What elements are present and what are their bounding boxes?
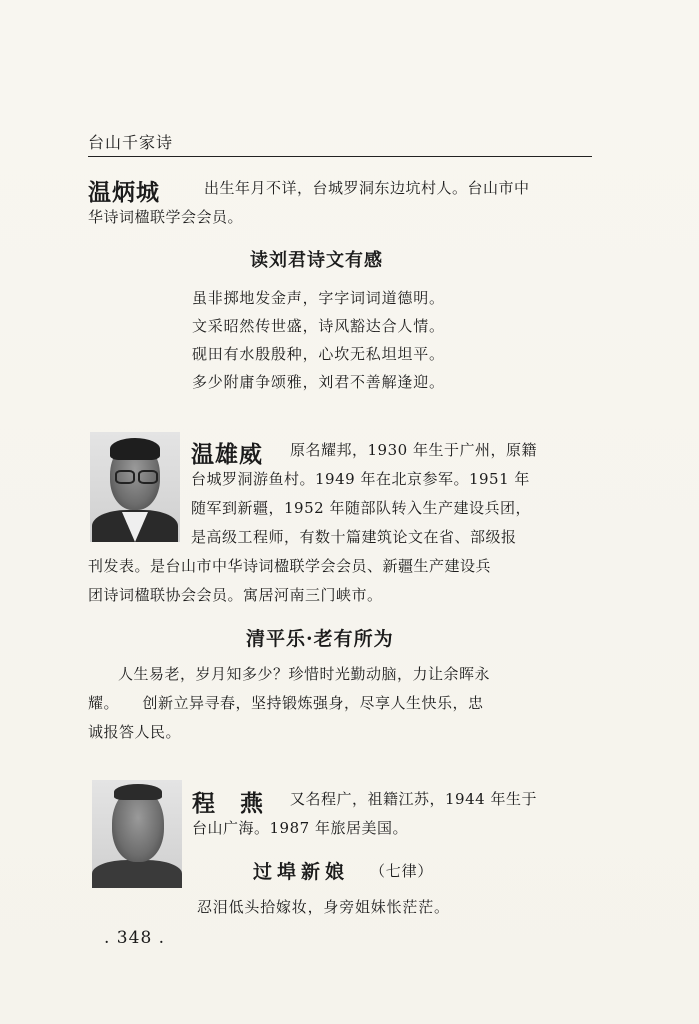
poem-subtitle: （七律） — [370, 862, 434, 880]
poem-line: 耀。 创新立异寻春，坚持锻炼强身，尽享人生快乐，忠 — [88, 694, 484, 712]
poem-line: 文采昭然传世盛，诗风豁达合人情。 — [192, 317, 445, 335]
author-portrait-photo — [90, 432, 180, 542]
author-bio-line: 团诗词楹联协会会员。寓居河南三门峡市。 — [88, 586, 383, 604]
poem-line: 多少附庸争颂雅，刘君不善解逢迎。 — [192, 373, 445, 391]
author-bio-line: 台城罗洞游鱼村。1949 年在北京参军。1951 年 — [191, 470, 530, 488]
poem-title: 读刘君诗文有感 — [250, 250, 383, 271]
author-name: 程 燕 — [192, 790, 264, 817]
author-bio-line: 刊发表。是台山市中华诗词楹联学会会员、新疆生产建设兵 — [88, 557, 492, 575]
author-bio-line: 又名程广，祖籍江苏，1944 年生于 — [290, 790, 537, 808]
poem-title: 过埠新娘 — [253, 861, 350, 883]
author-name: 温炳城 — [88, 179, 160, 206]
author-bio-line: 台山广海。1987 年旅居美国。 — [192, 819, 408, 837]
poem-title: 清平乐·老有所为 — [246, 628, 394, 650]
running-header: 台山千家诗 — [88, 133, 174, 152]
poem-line: 虽非掷地发金声，字字词词道德明。 — [192, 289, 445, 307]
author-bio-line: 出生年月不详，台城罗洞东边坑村人。台山市中 — [204, 179, 530, 197]
poem-line: 忍泪低头拾嫁妆，身旁姐妹怅茫茫。 — [197, 898, 450, 916]
poem-line: 人生易老，岁月知多少？珍惜时光勤动脑，力让余晖永 — [118, 665, 491, 683]
author-portrait-photo — [92, 780, 182, 888]
author-name: 温雄威 — [191, 441, 263, 468]
page-number: . 348 . — [104, 928, 166, 948]
author-bio-line: 华诗词楹联学会会员。 — [88, 208, 244, 226]
author-bio-line: 原名耀邦，1930 年生于广州，原籍 — [290, 441, 537, 459]
author-bio-line: 随军到新疆，1952 年随部队转入生产建设兵团， — [191, 499, 531, 517]
poem-line: 诚报答人民。 — [88, 723, 182, 741]
poem-line: 砚田有水殷殷种，心坎无私坦坦平。 — [192, 345, 445, 363]
header-rule — [88, 156, 592, 157]
author-bio-line: 是高级工程师，有数十篇建筑论文在省、部级报 — [191, 528, 517, 546]
